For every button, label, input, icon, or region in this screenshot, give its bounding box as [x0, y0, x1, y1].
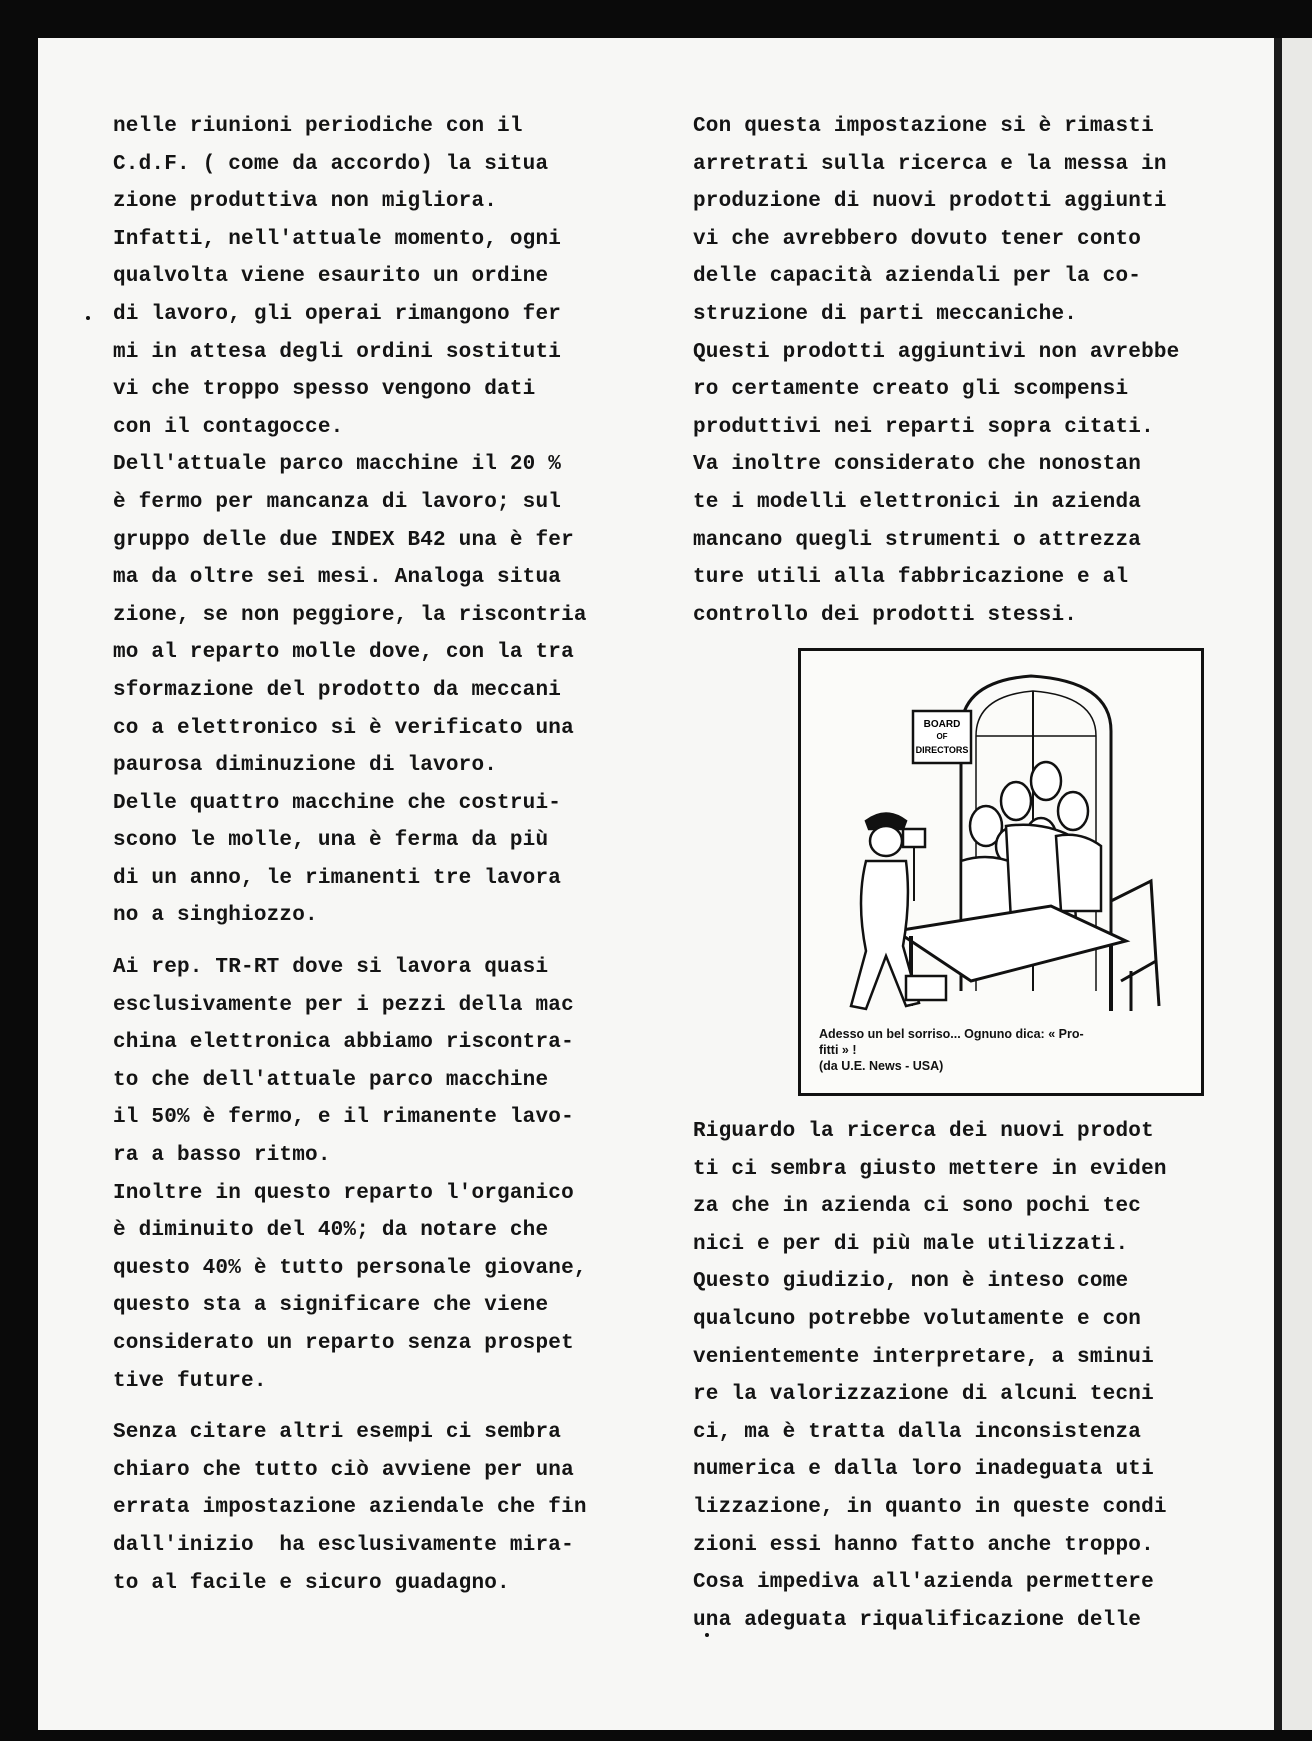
text-line: C.d.F. ( come da accordo) la situa	[113, 152, 549, 176]
text-line: numerica e dalla loro inadeguata uti	[693, 1458, 1154, 1482]
text-line: Senza citare altri esempi ci sembra	[113, 1421, 562, 1445]
text-line: ci, ma è tratta dalla inconsistenza	[693, 1420, 1142, 1444]
text-line: vi che avrebbero dovuto tener conto	[693, 227, 1142, 251]
text-line: mi in attesa degli ordini sostituti	[113, 340, 562, 364]
scan-edge-next-page	[1282, 38, 1312, 1730]
text-line: arretrati sulla ricerca e la messa in	[693, 152, 1167, 176]
text-line: sformazione del prodotto da meccani	[113, 678, 562, 702]
text-line: no a singhiozzo.	[113, 904, 318, 928]
caption-line: (da U.E. News - USA)	[819, 1059, 944, 1073]
text-line: Ai rep. TR-RT dove si lavora quasi	[113, 956, 549, 980]
text-line: te i modelli elettronici in azienda	[693, 490, 1142, 514]
text-line: ro certamente creato gli scompensi	[693, 378, 1129, 402]
camera-case	[906, 976, 946, 1000]
scan-speck	[705, 1633, 709, 1637]
text-line: di un anno, le rimanenti tre lavora	[113, 866, 562, 890]
text-line: dall'inizio ha esclusivamente mira-	[113, 1533, 574, 1557]
text-line: nici e per di più male utilizzati.	[693, 1232, 1129, 1256]
text-line: china elettronica abbiamo riscontra-	[113, 1031, 574, 1055]
text-line: Va inoltre considerato che nonostan	[693, 453, 1142, 477]
text-line: Riguardo la ricerca dei nuovi prodot	[693, 1120, 1154, 1143]
sign-line1: BOARD	[923, 719, 961, 730]
caption-line: fitti » !	[819, 1043, 857, 1057]
text-line: ture utili alla fabbricazione e al	[693, 566, 1129, 590]
text-line: è fermo per mancanza di lavoro; sul	[113, 490, 562, 514]
scan-speck	[86, 316, 90, 320]
text-line: qualcuno potrebbe volutamente e con	[693, 1307, 1142, 1331]
text-line: venientemente interpretare, a sminui	[693, 1345, 1154, 1369]
text-line: errata impostazione aziendale che fin	[113, 1496, 587, 1520]
text-line: il 50% è fermo, e il rimanente lavo-	[113, 1106, 574, 1130]
text-line: ra a basso ritmo.	[113, 1144, 331, 1168]
text-line: chiaro che tutto ciò avviene per una	[113, 1458, 574, 1482]
text-line: zioni essi hanno fatto anche troppo.	[693, 1533, 1154, 1557]
text-line: vi che troppo spesso vengono dati	[113, 378, 536, 402]
sign-line3: DIRECTORS	[915, 745, 969, 755]
right-column-top	[693, 108, 1179, 634]
text-line: zione, se non peggiore, la riscontria	[113, 603, 587, 627]
text-line: qualvolta viene esaurito un ordine	[113, 265, 549, 289]
text-line: questo sta a significare che viene	[113, 1294, 549, 1318]
text-line	[113, 1400, 587, 1414]
text-line: za che in azienda ci sono pochi tec	[693, 1195, 1142, 1219]
left-column	[113, 108, 587, 1602]
chair	[1111, 881, 1156, 981]
text-line: zione produttiva non migliora.	[113, 190, 498, 214]
text-line: scono le molle, una è ferma da più	[113, 829, 549, 853]
text-line: esclusivamente per i pezzi della mac	[113, 993, 574, 1017]
text-line: Cosa impediva all'azienda permettere	[693, 1571, 1154, 1595]
text-line: una adeguata riqualificazione delle	[693, 1608, 1142, 1632]
right-column-bottom	[693, 1113, 1167, 1639]
text-line: Questi prodotti aggiuntivi non avrebbe	[693, 340, 1180, 364]
text-line: delle capacità aziendali per la co-	[693, 265, 1142, 289]
directors-group	[961, 762, 1101, 931]
text-line: Inoltre in questo reparto l'organico	[113, 1181, 574, 1205]
text-line: gruppo delle due INDEX B42 una è fer	[113, 528, 574, 552]
cartoon-illustration	[798, 648, 1204, 1096]
text-line: paurosa diminuzione di lavoro.	[113, 754, 498, 778]
text-line: Con questa impostazione si è rimasti	[693, 115, 1154, 138]
text-line: con il contagocce.	[113, 415, 344, 439]
text-line: tive future.	[113, 1369, 267, 1393]
text-line: to al facile e sicuro guadagno.	[113, 1571, 510, 1595]
text-line: considerato un reparto senza prospet	[113, 1332, 574, 1355]
text-line: Dell'attuale parco macchine il 20 %	[113, 453, 562, 477]
cartoon-caption	[819, 1026, 1189, 1074]
text-line: ma da oltre sei mesi. Analoga situa	[113, 566, 562, 590]
text-line: Delle quattro macchine che costrui-	[113, 791, 562, 815]
caption-line: Adesso un bel sorriso... Ognuno dica: « Pro-	[819, 1027, 1084, 1041]
text-line: co a elettronico si è verificato una	[113, 716, 574, 740]
text-line	[113, 935, 587, 949]
text-line: mo al reparto molle dove, con la tra	[113, 641, 574, 665]
document-page	[38, 38, 1274, 1730]
text-line: Questo giudizio, non è inteso come	[693, 1270, 1129, 1294]
text-line: re la valorizzazione di alcuni tecni	[693, 1383, 1154, 1407]
table	[896, 906, 1126, 981]
text-line: produzione di nuovi prodotti aggiunti	[693, 190, 1167, 214]
text-line: Infatti, nell'attuale momento, ogni	[113, 227, 562, 251]
text-line: mancano quegli strumenti o attrezza	[693, 528, 1142, 552]
sign-line2: OF	[936, 732, 948, 741]
text-line: produttivi nei reparti sopra citati.	[693, 415, 1154, 439]
text-line: ti ci sembra giusto mettere in eviden	[693, 1157, 1167, 1181]
text-line: to che dell'attuale parco macchine	[113, 1068, 549, 1092]
text-line: questo 40% è tutto personale giovane,	[113, 1256, 587, 1280]
text-line: è diminuito del 40%; da notare che	[113, 1219, 549, 1243]
text-line: nelle riunioni periodiche con il	[113, 115, 523, 138]
text-line: struzione di parti meccaniche.	[693, 302, 1078, 326]
text-line: lizzazione, in quanto in queste condi	[693, 1495, 1167, 1519]
cartoon-drawing	[811, 661, 1191, 1021]
text-line: di lavoro, gli operai rimangono fer	[113, 302, 562, 326]
text-line: controllo dei prodotti stessi.	[693, 603, 1078, 627]
